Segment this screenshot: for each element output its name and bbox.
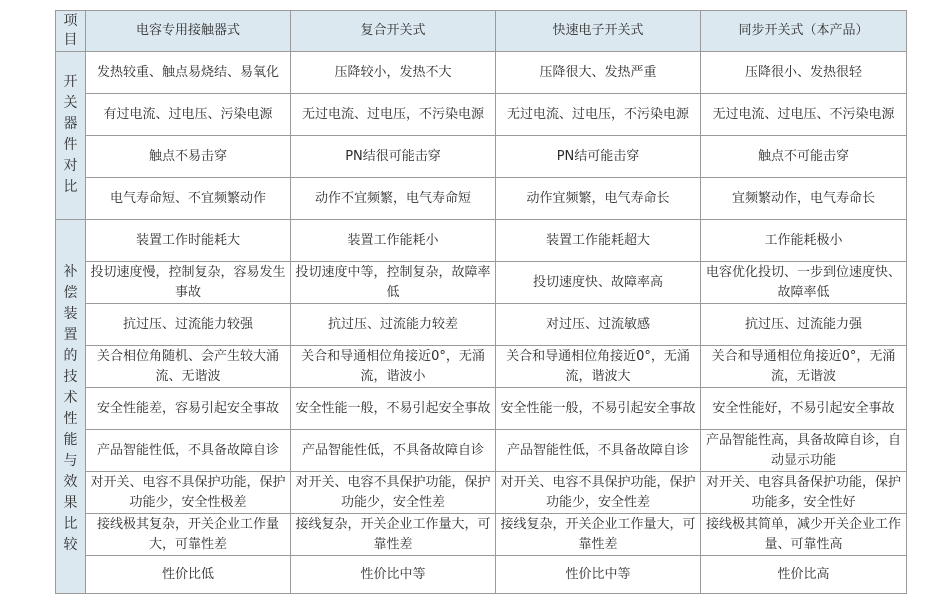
table-cell: 关合相位角随机、会产生较大涌流、无谐波: [86, 346, 291, 388]
table-cell: 性价比高: [701, 556, 907, 594]
header-col-contactor: 电容专用接触器式: [86, 11, 291, 52]
table-cell: 接线复杂，开关企业工作量大，可靠性差: [496, 514, 701, 556]
header-item-cell: [56, 11, 86, 52]
table-cell: 接线极其复杂，开关企业工作量大，可靠性差: [86, 514, 291, 556]
table-cell: 发热较重、触点易烧结、易氧化: [86, 52, 291, 94]
table-cell: 压降很大、发热严重: [496, 52, 701, 94]
header-item-char: 目: [63, 32, 78, 48]
table-cell: 性价比中等: [291, 556, 496, 594]
table-cell: PN结很可能击穿: [291, 136, 496, 178]
header-item-char: 项: [63, 13, 78, 29]
table-cell: 无过电流、过电压，不污染电源: [496, 94, 701, 136]
comparison-table: [55, 10, 907, 594]
table-cell: 投切速度中等，控制复杂，故障率低: [291, 262, 496, 304]
table-cell: 压降很小、发热很轻: [701, 52, 907, 94]
table-cell: 对开关、电容不具保护功能，保护功能少，安全性极差: [86, 472, 291, 514]
table-row: [56, 262, 907, 304]
table-cell: 触点不可能击穿: [701, 136, 907, 178]
table-cell: 对开关、电容不具保护功能，保护功能少，安全性差: [496, 472, 701, 514]
table-cell: 产品智能性低，不具备故障自诊: [496, 430, 701, 472]
table-cell: 装置工作时能耗大: [86, 220, 291, 262]
header-col-synchronous-switch: 同步开关式（本产品）: [701, 11, 907, 52]
table-cell: 抗过压、过流能力较强: [86, 304, 291, 346]
table-cell: 对过压、过流敏感: [496, 304, 701, 346]
group-label-switch-comparison: 开 关 器 件 对 比: [56, 52, 86, 220]
table-cell: 无过电流、过电压，不污染电源: [291, 94, 496, 136]
group-label-performance-comparison: 补 偿 装 置 的 技 术 性 能 与 效 果 比 较: [56, 220, 86, 594]
table-cell: 抗过压、过流能力较差: [291, 304, 496, 346]
table-cell: 投切速度快、故障率高: [496, 262, 701, 304]
header-col-fast-electronic-switch: 快速电子开关式: [496, 11, 701, 52]
table-cell: 宜频繁动作，电气寿命长: [701, 178, 907, 220]
table-cell: 产品智能性高，具备故障自诊，自动显示功能: [701, 430, 907, 472]
table-row: [56, 388, 907, 430]
table-cell: 电容优化投切、一步到位速度快、故障率低: [701, 262, 907, 304]
table-cell: 无过电流、过电压、不污染电源: [701, 94, 907, 136]
header-row: [56, 11, 907, 52]
table-row: [56, 346, 907, 388]
table-cell: 关合和导通相位角接近0°，无涌流，谐波大: [496, 346, 701, 388]
table-cell: 安全性能一般，不易引起安全事故: [291, 388, 496, 430]
table-cell: 性价比中等: [496, 556, 701, 594]
table-row: [56, 304, 907, 346]
table-cell: 装置工作能耗超大: [496, 220, 701, 262]
table-cell: 安全性能好，不易引起安全事故: [701, 388, 907, 430]
table-row: [56, 178, 907, 220]
table-cell: 工作能耗极小: [701, 220, 907, 262]
table-row: [56, 94, 907, 136]
table-cell: 投切速度慢，控制复杂，容易发生事故: [86, 262, 291, 304]
table-cell: 接线复杂，开关企业工作量大，可靠性差: [291, 514, 496, 556]
table-row: [56, 52, 907, 94]
table-row: [56, 220, 907, 262]
table-cell: 装置工作能耗小: [291, 220, 496, 262]
table-cell: 抗过压、过流能力强: [701, 304, 907, 346]
table-cell: 关合和导通相位角接近0°，无涌流，无谐波: [701, 346, 907, 388]
table-cell: 关合和导通相位角接近0°，无涌流，谐波小: [291, 346, 496, 388]
table-cell: 产品智能性低，不具备故障自诊: [291, 430, 496, 472]
table-cell: PN结可能击穿: [496, 136, 701, 178]
table-row: [56, 472, 907, 514]
table-cell: 有过电流、过电压、污染电源: [86, 94, 291, 136]
table-cell: 对开关、电容具备保护功能，保护功能多，安全性好: [701, 472, 907, 514]
table-cell: 电气寿命短、不宜频繁动作: [86, 178, 291, 220]
table-cell: 压降较小，发热不大: [291, 52, 496, 94]
table-row: [56, 430, 907, 472]
table-row: [56, 136, 907, 178]
table-cell: 触点不易击穿: [86, 136, 291, 178]
table-cell: 安全性能一般，不易引起安全事故: [496, 388, 701, 430]
table-cell: 动作不宜频繁，电气寿命短: [291, 178, 496, 220]
header-col-composite-switch: 复合开关式: [291, 11, 496, 52]
table-cell: 性价比低: [86, 556, 291, 594]
table-row: [56, 556, 907, 594]
table-cell: 动作宜频繁，电气寿命长: [496, 178, 701, 220]
table-cell: 产品智能性低，不具备故障自诊: [86, 430, 291, 472]
table-row: [56, 514, 907, 556]
table-cell: 接线极其简单，减少开关企业工作量、可靠性高: [701, 514, 907, 556]
table-cell: 对开关、电容不具保护功能，保护功能少，安全性差: [291, 472, 496, 514]
table-cell: 安全性能差，容易引起安全事故: [86, 388, 291, 430]
